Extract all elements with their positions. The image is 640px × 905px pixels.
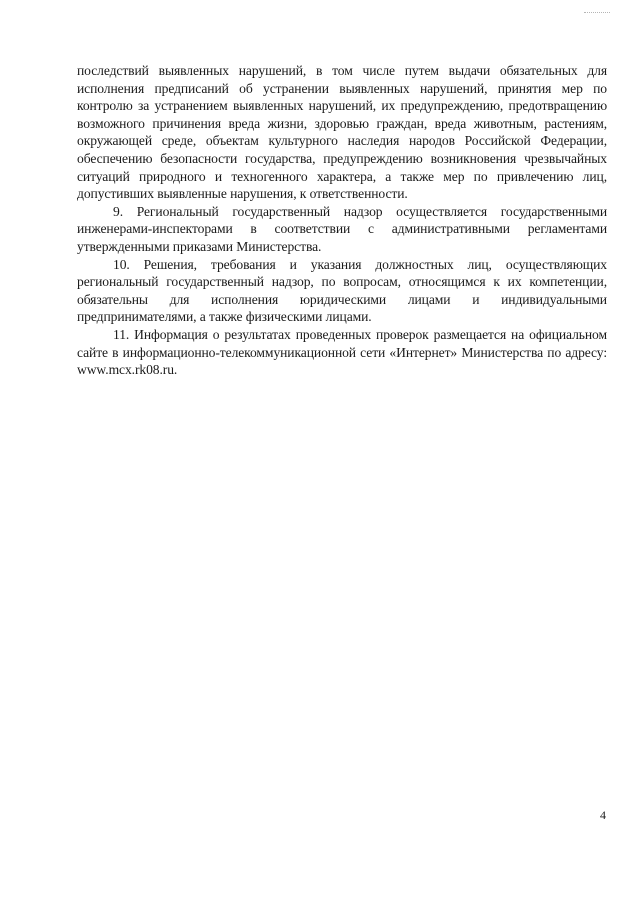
paragraph-item-9: 9. Региональный государственный надзор осуществляется государственными инженерами-инспекторами в соответствии с административными регламентами утвержденными приказами Министерства.	[77, 203, 607, 254]
scan-artifact	[584, 12, 610, 15]
paragraph-item-10: 10. Решения, требования и указания должностных лиц, осуществляющих региональный государственный надзор, по вопросам, относящимся к их компетенции, обязательны для исполнения юридическими лицами и индивидуальными предпринимателями, а также физическими лицами.	[77, 256, 607, 325]
page-number: 4	[600, 808, 606, 822]
paragraph-continuation: последствий выявленных нарушений, в том числе путем выдачи обязательных для исполнения предписаний об устранении выявленных нарушений, принятия мер по контролю за устранением выявленных нарушений, их предупреждению, предотвращению возможного причинения вреда жизни, здоровью граждан, вреда животным, растениям, окружающей среде, объектам культурного наследия народов Российской Федерации, обеспечению безопасности государства, предупреждению возникновения чрезвычайных ситуаций природного и техногенного характера, а также мер по привлечению лиц, допустивших выявленные нарушения, к ответственности.	[77, 63, 607, 202]
document-body	[77, 62, 607, 379]
paragraph-item-11: 11. Информация о результатах проведенных проверок размещается на официальном сайте в информационно-телекоммуникационной сети «Интернет» Министерства по адресу: www.mcx.rk08.ru.	[77, 326, 607, 378]
